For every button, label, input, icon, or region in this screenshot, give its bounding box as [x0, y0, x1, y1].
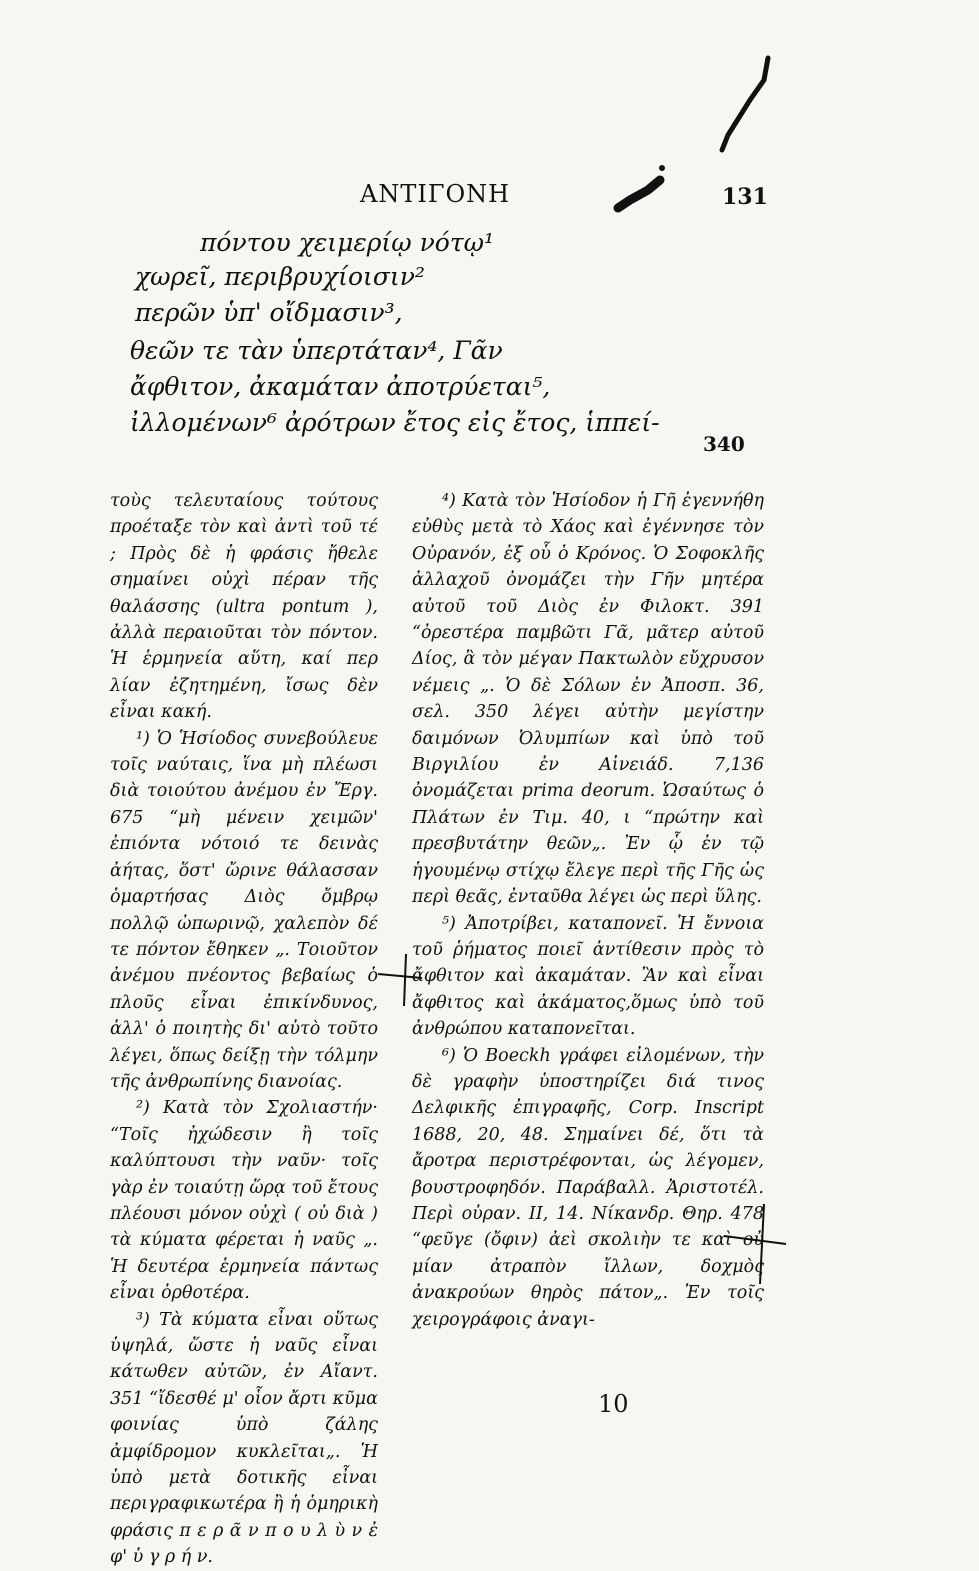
note-paragraph: ⁴) Κατὰ τὸν Ἡσίοδον ἡ Γῆ ἐγεννήθη εὐθὺς μετὰ τὸ Χάος καὶ ἐγέννησε τὸν Οὐρανόν, ἐξ οὗ ὁ Κρόνος. Ὁ Σοφοκλῆς ἀλλαχοῦ ὀνομάζει τὴν Γῆν μητέρα αὐτοῦ τοῦ Διὸς ἐν Φιλοκτ. 391 “ὀρεστέρα παμβῶτι Γᾶ, μᾶτερ αὐτοῦ Δίος, ἃ τὸν μέγαν Πακτωλὸν εὔχρυσον νέμεις „. Ὁ δὲ Σόλων ἐν Ἀποσπ. 36, σελ. 350 λέγει αὐτὴν μεγίστην δαιμόνων Ὀλυμπίων καὶ ὑπὸ τοῦ Βιργιλίου ἐν Αἰνειάδ. 7,136 ὀνομάζεται prima deorum. Ὡσαύτως ὁ Πλάτων ἐν Τιμ. 40, ι “πρώτην καὶ πρεσβυτάτην θεῶν„. Ἐν ᾧ ἐν τῷ ἡγουμένῳ στίχῳ ἔλεγε περὶ τῆς Γῆς ὡς περὶ θεᾶς, ἐνταῦθα λέγει ὡς περὶ ὕλης. — [412, 491, 764, 908]
running-title: ΑΝΤΙΓΟΝΗ — [360, 180, 511, 208]
page-number: 131 — [722, 184, 768, 210]
notes-column-left — [110, 488, 378, 1571]
note-paragraph: ⁵) Ἀποτρίβει, καταπονεῖ. Ἡ ἔννοια τοῦ ῥήματος ποιεῖ ἀντίθεσιν πρὸς τὸ ἄφθιτον καὶ ἀκαμάταν. Ἂν καὶ εἶναι ἄφθιτος καὶ ἀκάματος,ὅμως ὑπὸ τοῦ ἀνθρώπου καταπονεῖται. — [412, 913, 764, 1040]
note-paragraph: ¹) Ὁ Ἡσίοδος συνεβούλευε τοῖς ναύταις, ἵνα μὴ πλέωσι διὰ τοιούτου ἀνέμου ἐν Ἔργ. 675 “μὴ μένειν χειμῶν' ἐπιόντα νότοιό τε δεινὰς ἀήτας, ὅστ' ὤρινε θάλασσαν ὁμαρτήσας Διὸς ὄμβρῳ πολλῷ ὠπωρινῷ, χαλεπὸν δέ τε πόντον ἔθηκεν „. Τοιοῦτον ἀνέμου πνέοντος βεβαίως ὁ πλοῦς εἶναι ἐπικίνδυνος, ἀλλ' ὁ ποιητὴς δι' αὐτὸ τοῦτο λέγει, ὅπως δείξῃ τὴν τόλμην τῆς ἀνθρωπίνης διανοίας. — [110, 728, 378, 1092]
verse-line: χωρεῖ, περιβρυχίοισιν² — [135, 262, 425, 291]
notes-column-right — [412, 488, 764, 1333]
page-header — [0, 180, 979, 220]
verse-line: πόντου χειμερίῳ νότῳ¹ — [200, 228, 495, 257]
line-number: 340 — [703, 432, 745, 456]
note-paragraph: ²) Κατὰ τὸν Σχολιαστήν· “Τοῖς ἠχώδεσιν ἢ τοῖς καλύπτουσι τὴν ναῦν· τοῖς γὰρ ἐν τοιαύτῃ ὥρᾳ τοῦ ἔτους πλέουσι μόνον οὐχὶ ( οὐ διὰ ) τὰ κύματα φέρεται ἡ ναῦς „. Ἡ δευτέρα ἑρμηνεία πάντως εἶναι ὀρθοτέρα. — [110, 1098, 378, 1304]
verse-line: ἄφθιτον, ἀκαμάταν ἀποτρύεται⁵, — [130, 372, 551, 401]
pen-annotation-mark — [370, 948, 430, 1008]
pen-annotation-mark — [720, 1200, 790, 1290]
note-paragraph: τοὺς τελευταίους τούτους προέταξε τὸν καὶ ἀντὶ τοῦ τέ ; Πρὸς δὲ ἡ φράσις ἤθελε σημαίνει οὐχὶ πέραν τῆς θαλάσσης (ultra pontum ), ἀλλὰ περαιοῦται τὸν πόντον. Ἡ ἑρμηνεία αὕτη, καί περ λίαν ἐζητημένη, ἴσως δὲν εἶναι κακή. — [110, 491, 378, 723]
note-paragraph: ³) Τὰ κύματα εἶναι οὕτως ὑψηλά, ὥστε ἡ ναῦς εἶναι κάτωθεν αὐτῶν, ἐν Αἴαντ. 351 “ἴδεσθέ μ' οἷον ἄρτι κῦμα φοινίας ὑπὸ ζάλης ἀμφίδρομον κυκλεῖται„. Ἡ ὑπὸ μετὰ δοτικῆς εἶναι περιγραφικωτέρα ἢ ἡ ὁμηρικὴ φράσις π ε ρ ᾶ ν π ο υ λ ὺ ν ἐ φ' ὑ γ ρ ή ν. — [110, 1309, 378, 1568]
verse-line: ἰλλομένων⁶ ἀρότρων ἔτος εἰς ἔτος, ἱππεί- — [130, 408, 660, 437]
signature-number: 10 — [598, 1390, 629, 1418]
note-paragraph: ⁶) Ὁ Boeckh γράφει εἰλομένων, τὴν δὲ γραφὴν ὑποστηρίζει διά τινος Δελφικῆς ἐπιγραφῆς, Corp. Inscript 1688, 20, 48. Σημαίνει δέ, ὅτι τὰ ἄροτρα περιστρέφονται, ὡς λέγομεν, βουστροφηδόν. Παράβαλλ. Ἀριστοτέλ. Περὶ οὐραν. II, 14. Νίκανδρ. Θηρ. 478 “φεῦγε (ὄφιν) ἀεὶ σκολιὴν τε καὶ οὐ μίαν ἀτραπὸν ἴλλων, δοχμὸς ἀνακρούων θηρὸς πάτον„. Ἐν τοῖς χειρογράφοις ἀναγι- — [412, 1045, 764, 1330]
verse-line: θεῶν τε τὰν ὑπερτάταν⁴, Γᾶν — [130, 336, 503, 365]
verse-line: περῶν ὑπ' οἴδμασιν³, — [135, 298, 403, 327]
